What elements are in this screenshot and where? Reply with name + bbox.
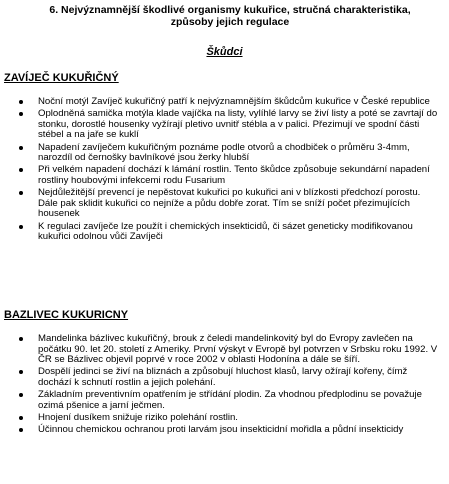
bullet-item bbox=[0, 222, 449, 243]
bullet-text: Noční motýl Zavíječ kukuřičný patří k nejvýznamnějším škůdcům kukuřice v České republice bbox=[38, 96, 430, 107]
bullet-dot-icon bbox=[19, 337, 23, 341]
bullet-text: K regulaci zavíječe lze použít i chemických insekticidů, či sázet geneticky modifikovanou kukuřici odolnou vůči Zavíječi bbox=[38, 220, 413, 243]
bullet-item bbox=[0, 425, 449, 436]
bullet-dot-icon bbox=[19, 370, 23, 374]
bullet-dot-icon bbox=[19, 100, 23, 104]
bullet-text: Účinnou chemickou ochranou proti larvám jsou insekticidní mořidla a půdní insekticidy bbox=[38, 424, 404, 436]
bullet-text: Nejdůležitější prevencí je nepěstovat kukuřici po kukuřici ani v blízkosti předchozí porostu. Dále pak sklidit kukuřici co nejníže a půdu dobře zorat. Tím se sníží počet přezimujících housenek bbox=[38, 187, 421, 220]
bullet-text: Oplodněná samička motýla klade vajíčka na listy, vylíhlé larvy se živí listy a poté se zavrtají do stonku, dorostlé housenky vyžírají pletivo uvnitř stébla a v palici. Přezimují ve spodní části stébel a na jaře se kuklí bbox=[38, 108, 438, 141]
bullet-item bbox=[0, 390, 449, 411]
bullet-dot-icon bbox=[19, 191, 23, 195]
bullet-dot-icon bbox=[19, 428, 23, 432]
bazlivec-bullet-list bbox=[0, 334, 449, 437]
bullet-item bbox=[0, 367, 449, 388]
bullet-dot-icon bbox=[19, 393, 23, 397]
bullet-item bbox=[0, 143, 449, 164]
bullet-text: Mandelinka bázlivec kukuřičný, brouk z čeledi mandelinkovitý byl do Evropy zavlečen na počátku 90. let 20. století z Ameriky. První výskyt v Evropě byl potvrzen v Srbsku roku 1992. V ČR se Bázlivec objevil poprvé v roce 2002 v oblasti Hodonína a dále se šíří. bbox=[38, 333, 438, 366]
document-heading bbox=[20, 4, 440, 28]
bullet-text: Dospělí jedinci se živí na bliznách a způsobují hluchost klasů, larvy ožírají kořeny, čímž dochází k schnutí rostlin a jejich polehání. bbox=[38, 366, 408, 388]
bullet-item bbox=[0, 97, 449, 108]
heading-line-2: způsoby jejich regulace bbox=[170, 16, 290, 28]
section-title-zavijec: ZAVÍJEČ KUKUŘIČNÝ bbox=[4, 72, 119, 84]
bullet-dot-icon bbox=[19, 146, 23, 150]
bullet-item bbox=[0, 165, 449, 186]
subheading-skudci: Škůdci bbox=[206, 46, 243, 58]
bullet-text: Napadení zavíječem kukuřičným poznáme podle otvorů a chodbiček o průměru 3-4mm, narozdíl od černošky bavlníkové jsou žerky hlubší bbox=[38, 141, 410, 164]
bullet-text: Při velkém napadení dochází k lámání rostlin. Tento škůdce způsobuje sekundární napadení rostliny houbovými infekcemi rodu Fusarium bbox=[38, 164, 430, 186]
bullet-dot-icon bbox=[19, 225, 23, 229]
bullet-item bbox=[0, 413, 449, 424]
zavijec-bullet-list bbox=[0, 97, 449, 244]
heading-line-1: 6. Nejvýznamnější škodlivé organismy kukuřice, stručná charakteristika, bbox=[49, 4, 411, 16]
bullet-dot-icon bbox=[19, 416, 23, 420]
bullet-item bbox=[0, 334, 449, 366]
bullet-text: Hnojení dusíkem snižuje riziko polehání rostlin. bbox=[38, 411, 238, 423]
bullet-item bbox=[0, 109, 449, 141]
bullet-item bbox=[0, 188, 449, 220]
section-title-bazlivec: BAZLIVEC KUKURICNY bbox=[4, 309, 129, 321]
bullet-dot-icon bbox=[19, 112, 23, 116]
bullet-text: Základním preventivním opatřením je střídání plodin. Za vhodnou předplodinu se považuje ozimá pšenice a jarní ječmen. bbox=[38, 389, 422, 411]
bullet-dot-icon bbox=[19, 168, 23, 172]
